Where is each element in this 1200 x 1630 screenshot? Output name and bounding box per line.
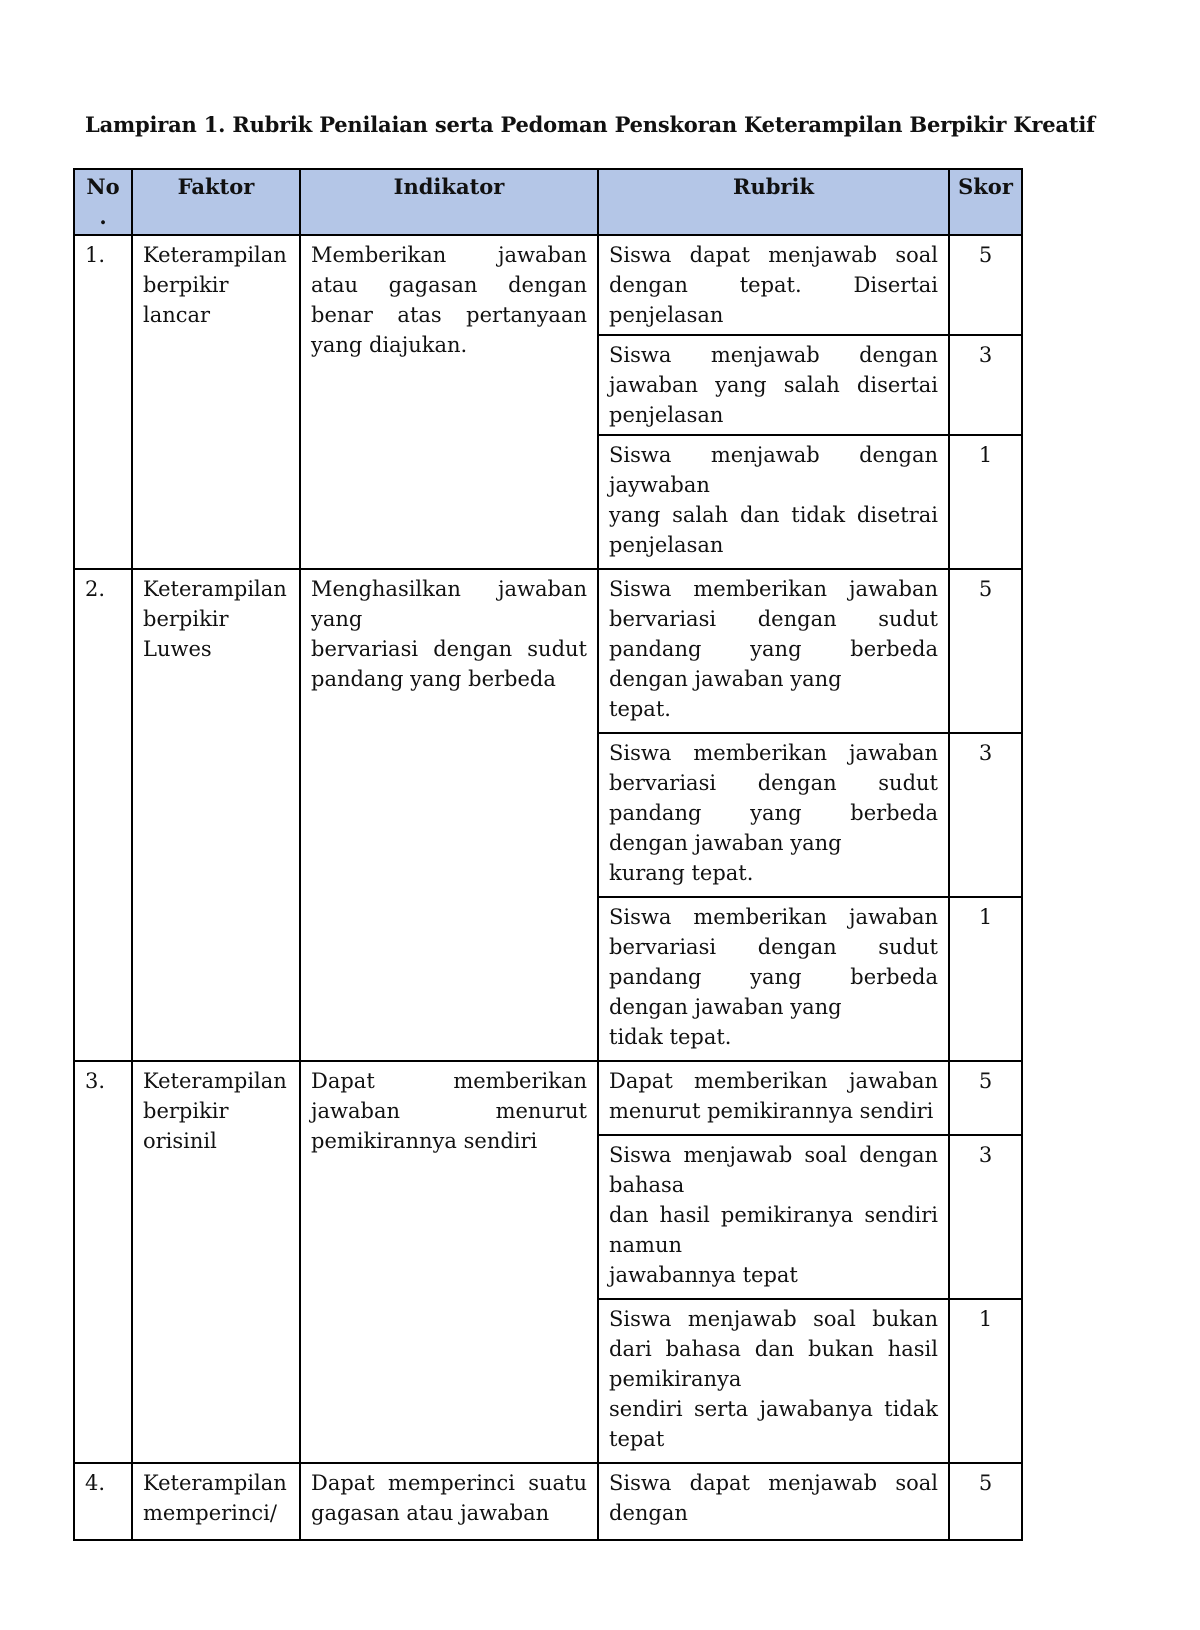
rubrik-cell: Siswa dapat menjawab soal dengan [598,1463,949,1540]
faktor-cell: Keterampilan berpikir lancar [132,235,300,569]
rubrik-cell: Siswa menjawab soal bukan dari bahasa dan bukan hasil pemikiranya sendiri serta jawabanya tidak tepat [598,1299,949,1463]
row-number: 1. [74,235,132,569]
indikator-cell: Dapat memberikan jawaban menurut pemikirannya sendiri [300,1061,598,1463]
faktor-cell: Keterampilan berpikir orisinil [132,1061,300,1463]
rubrik-cell: Dapat memberikan jawaban menurut pemikirannya sendiri [598,1061,949,1135]
table-row [74,1463,1022,1540]
page-title: Lampiran 1. Rubrik Penilaian serta Pedoman Penskoran Keterampilan Berpikir Kreatif [85,112,1095,137]
table-row [74,1061,1022,1135]
header-rubrik: Rubrik [598,169,949,235]
table-header-row [74,169,1022,235]
faktor-cell: Keterampilan memperinci/ [132,1463,300,1540]
indikator-cell: Memberikan jawaban atau gagasan dengan benar atas pertanyaan yang diajukan. [300,235,598,569]
header-no: No . [74,169,132,235]
row-number: 2. [74,569,132,1061]
header-skor: Skor [949,169,1022,235]
header-faktor: Faktor [132,169,300,235]
score-cell: 5 [949,235,1022,335]
rubric-table [73,168,1023,1541]
faktor-cell: Keterampilan berpikir Luwes [132,569,300,1061]
rubrik-cell: Siswa menjawab dengan jaywaban yang salah dan tidak disetrai penjelasan [598,435,949,569]
rubrik-cell: Siswa menjawab dengan jawaban yang salah disertai penjelasan [598,335,949,435]
table-row [74,569,1022,733]
score-cell: 3 [949,335,1022,435]
header-indikator: Indikator [300,169,598,235]
row-number: 4. [74,1463,132,1540]
score-cell: 3 [949,1135,1022,1299]
indikator-cell: Menghasilkan jawaban yang bervariasi dengan sudut pandang yang berbeda [300,569,598,1061]
score-cell: 3 [949,733,1022,897]
score-cell: 5 [949,1061,1022,1135]
rubrik-cell: Siswa memberikan jawaban bervariasi dengan sudut pandang yang berbeda dengan jawaban yang tepat. [598,569,949,733]
score-cell: 1 [949,897,1022,1061]
rubrik-cell: Siswa menjawab soal dengan bahasa dan hasil pemikiranya sendiri namun jawabannya tepat [598,1135,949,1299]
score-cell: 1 [949,1299,1022,1463]
table-row [74,235,1022,335]
rubrik-cell: Siswa memberikan jawaban bervariasi dengan sudut pandang yang berbeda dengan jawaban yang kurang tepat. [598,733,949,897]
score-cell: 5 [949,1463,1022,1540]
indikator-cell: Dapat memperinci suatu gagasan atau jawaban [300,1463,598,1540]
rubrik-cell: Siswa dapat menjawab soal dengan tepat. Disertai penjelasan [598,235,949,335]
row-number: 3. [74,1061,132,1463]
score-cell: 1 [949,435,1022,569]
rubrik-cell: Siswa memberikan jawaban bervariasi dengan sudut pandang yang berbeda dengan jawaban yang tidak tepat. [598,897,949,1061]
score-cell: 5 [949,569,1022,733]
